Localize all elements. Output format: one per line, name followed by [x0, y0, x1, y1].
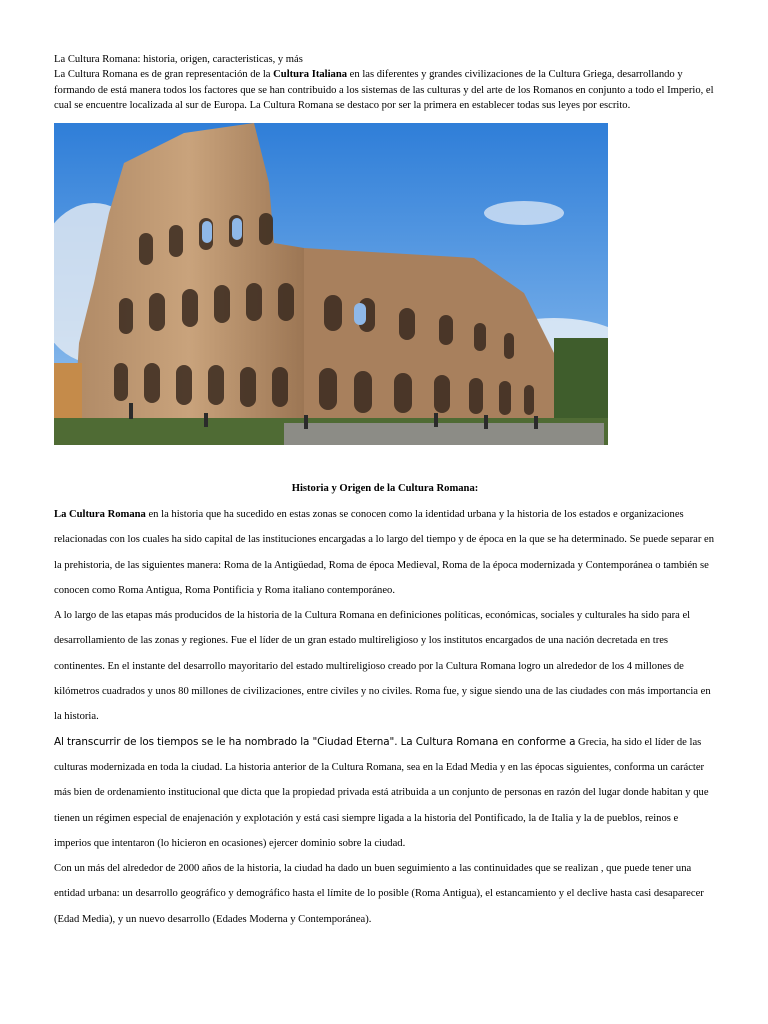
intro-paragraph — [54, 67, 714, 113]
history-paragraph-1 — [54, 502, 716, 603]
intro-block — [54, 52, 714, 113]
intro-bold-term: Cultura Italiana — [273, 69, 348, 81]
paragraph-bold-term: La Cultura Romana — [54, 509, 146, 520]
history-section — [54, 481, 716, 932]
history-paragraph-3 — [54, 730, 716, 856]
paragraph-1-text: en la historia que ha sucedido en estas zonas se conocen como la identidad urbana y la historia de los estados e organizaciones relacionadas con los cuales ha sido capital de las instituciones encargadas a lo largo del tiempo y de época en la que se ha determinado. Se puede separar en la prehistoria, de las siguientes manera: Roma de la Antigüedad, Roma de época Medieval, Roma de la época modernizada y Contemporánea o también se conocen como Roma Antigua, Roma Pontificia y Roma italiano contemporáneo. — [54, 509, 714, 596]
intro-text-end: en las diferentes y grandes civilizaciones de la Cultura Griega, desarrollando y formando de está manera todos los factores que se han contribuido a los sistemas de las culturas y del arte de los Romanos en conjunto a todo el Imperio, el cual se encuentre localizada al sur de Europa. La Cultura Romana se destaco por ser la primera en establecer todas sus leyes por escrito. — [54, 69, 714, 111]
document-title: La Cultura Romana: historia, origen, caracteristicas, y más — [54, 54, 303, 65]
paragraph-3-handwritten-text: Al transcurrir de los tiempos se le ha nombrado la "Ciudad Eterna". La Cultura Romana en conforme a — [54, 735, 576, 748]
history-paragraph-4: Con un más del alrededor de 2000 años de la historia, la ciudad ha dado un buen seguimiento a las continuidades que se realizan , que puede tener una entidad urbana: un desarrollo geográfico y demográfico hasta el límite de lo posible (Roma Antigua), el estancamiento y el declive hasta casi desaparecer (Edad Media), y un nuevo desarrollo (Edades Moderna y Contemporánea). — [54, 863, 704, 925]
history-paragraph-2: A lo largo de las etapas más producidos de la historia de la Cultura Romana en definiciones políticas, económicas, sociales y culturales ha sido para el desarrollamiento de las zonas y regiones. Fue el líder de un gran estado multireligioso y los institutos encargados de una nación decretada en tres continentes. En el instante del desarrollo mayoritario del estado multireligioso creado por la Cultura Romana logro un alrededor de los 4 millones de kilómetros cuadrados y unos 80 millones de civilizaciones, entre civiles y no civiles. Roma fue, y sigue siendo una de las ciudades con más importancia en la historia. — [54, 610, 711, 723]
intro-text-start: La Cultura Romana es de gran representación de la — [54, 69, 274, 81]
section-heading: Historia y Origen de la Cultura Romana: — [291, 483, 479, 494]
paragraph-3-text: Grecia, ha sido el líder de las culturas modernizada en toda la ciudad. La historia anterior de la Cultura Romana, sea en la Edad Media y en las épocas siguientes, conforma un carácter más bien de ordenamiento institucional que dicta que la propiedad privada está atribuida a un conjunto de personas en razón del lugar donde habitan y que tienen un régimen especial de enajenación y explotación y está casi siempre ligada a la historia del Pontificado, la de Italia y la de pueblos, reinos e imperios que intentaron (lo hicieron en ocasiones) ejercer dominio sobre la ciudad. — [54, 736, 709, 849]
colosseum-photo — [54, 123, 608, 445]
